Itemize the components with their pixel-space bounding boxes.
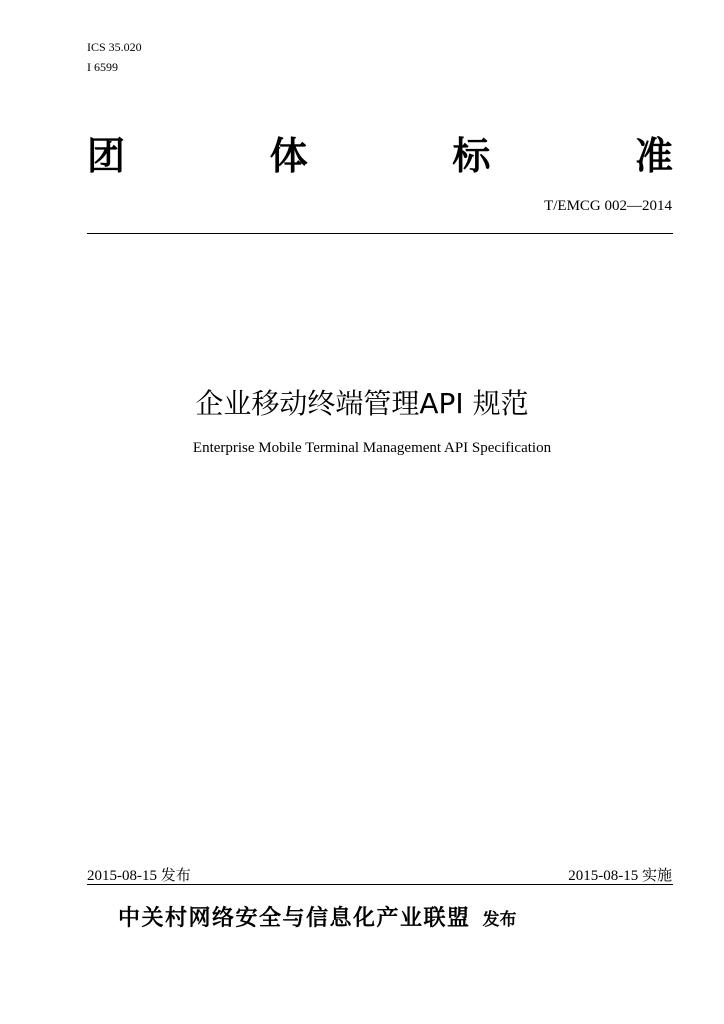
standard-type-heading — [87, 127, 673, 177]
implement-date: 2015-08-15 实施 — [568, 868, 672, 884]
document-title-chinese: 企业移动终端管理API 规范 — [195, 387, 529, 420]
standard-type-char-3: 标 — [452, 133, 491, 178]
category-code: I 6599 — [87, 60, 118, 74]
bottom-divider — [87, 884, 673, 885]
publisher-line — [118, 901, 678, 933]
standard-number: T/EMCG 002—2014 — [544, 198, 672, 214]
top-divider — [87, 233, 673, 234]
ics-code: ICS 35.020 — [87, 40, 142, 54]
standard-type-char-4: 准 — [634, 133, 673, 178]
classification-codes — [87, 37, 142, 77]
document-title-english: Enterprise Mobile Terminal Management API Specification — [192, 440, 552, 456]
publisher-name: 中关村网络安全与信息化产业联盟 — [118, 906, 471, 931]
standard-type-char-2: 体 — [269, 133, 308, 178]
publisher-action: 发布 — [482, 910, 517, 930]
publish-date: 2015-08-15 发布 — [87, 868, 191, 884]
standard-type-char-1: 团 — [87, 133, 126, 178]
